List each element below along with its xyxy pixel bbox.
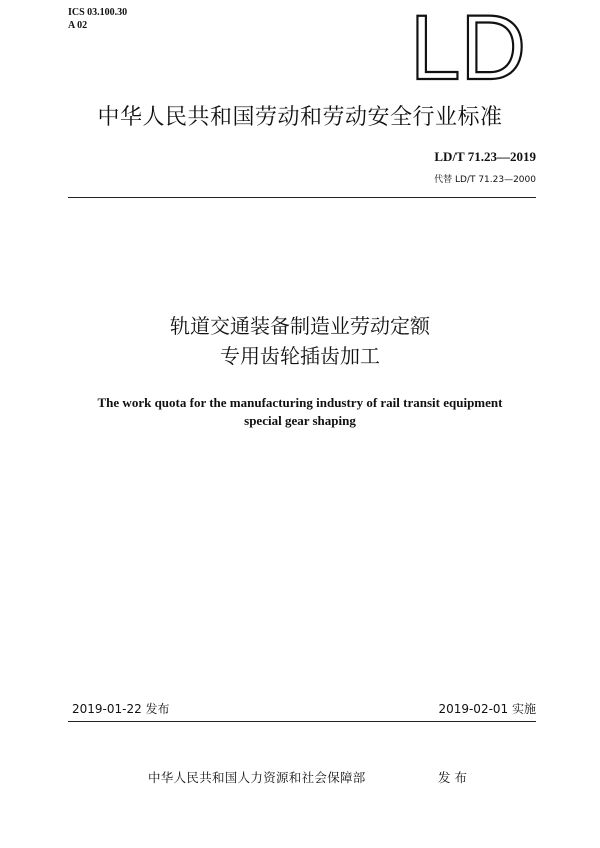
english-title bbox=[0, 394, 600, 430]
ics-code: ICS 03.100.30 bbox=[68, 7, 128, 18]
chinese-title-line2: 专用齿轮插齿加工 bbox=[220, 344, 380, 368]
standard-category-title: 中华人民共和国劳动和劳动安全行业标准 bbox=[97, 105, 503, 130]
chinese-title bbox=[0, 311, 600, 371]
english-title-line1: The work quota for the manufacturing industry of rail transit equipment bbox=[97, 395, 503, 410]
english-title-line2: special gear shaping bbox=[244, 413, 356, 428]
replaces-standard: 代替 LD/T 71.23—2000 bbox=[434, 175, 536, 185]
header-divider bbox=[68, 197, 536, 198]
ccs-code: A 02 bbox=[68, 20, 88, 31]
implementation-date: 2019-02-01 实施 bbox=[438, 702, 536, 716]
ld-logo-text: LD bbox=[410, 4, 526, 84]
issuing-authority: 中华人民共和国人力资源和社会保障部 bbox=[148, 770, 366, 785]
footer-divider bbox=[68, 721, 536, 722]
issue-date: 2019-01-22 发布 bbox=[72, 702, 170, 716]
chinese-title-line1: 轨道交通装备制造业劳动定额 bbox=[170, 314, 430, 338]
ld-logo bbox=[410, 4, 528, 84]
standard-number: LD/T 71.23—2019 bbox=[434, 149, 536, 164]
issued-label: 发布 bbox=[438, 770, 472, 785]
classification-codes bbox=[68, 6, 127, 32]
